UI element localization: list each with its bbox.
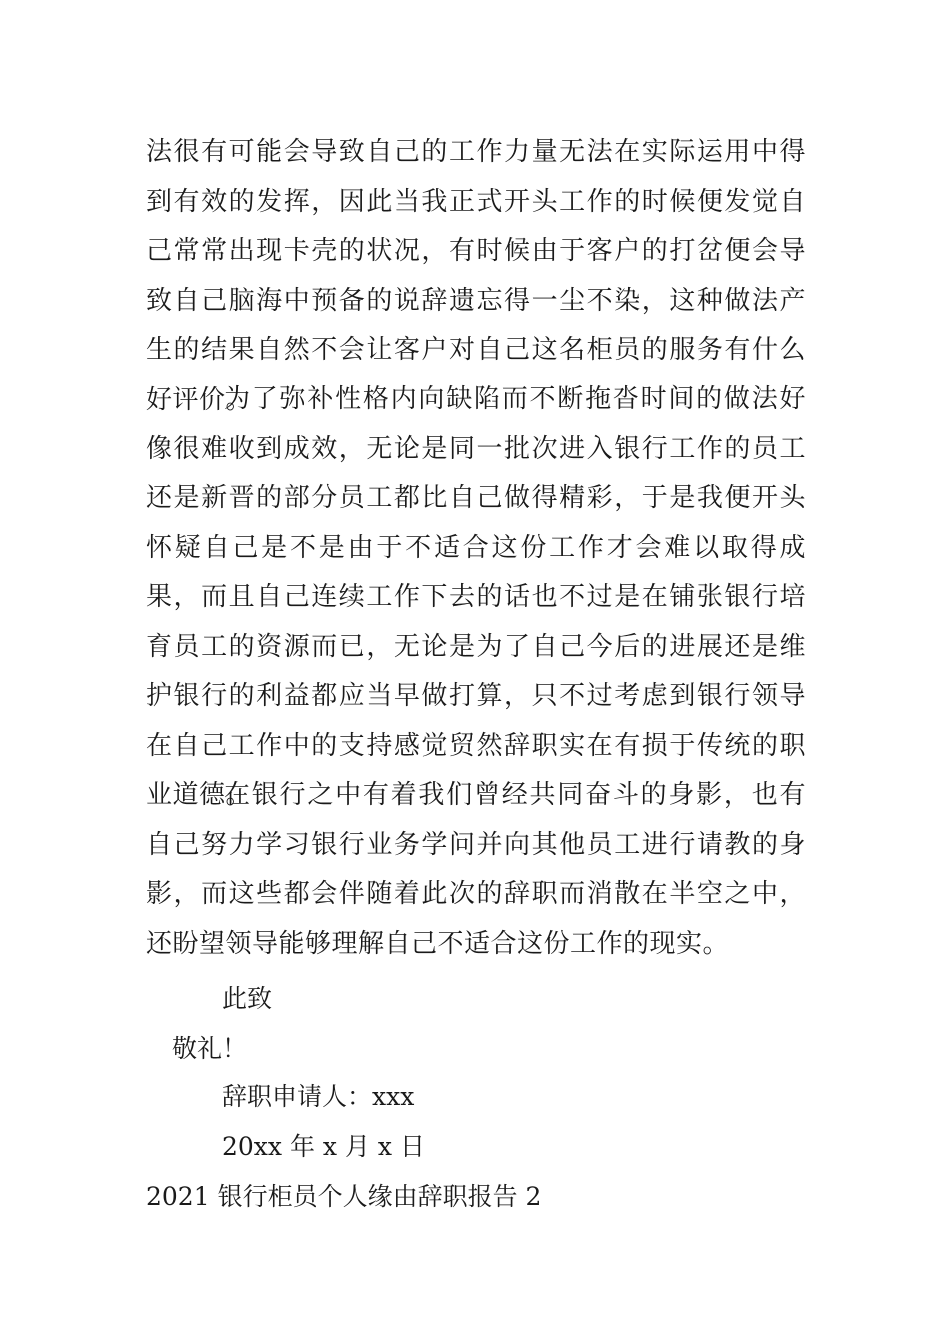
next-section-title: 2021 银行柜员个人缘由辞职报告 2 xyxy=(146,1182,542,1211)
body-paragraph-3: 在银行之中有着我们曾经共同奋斗的身影，也有自己努力学习银行业务学问并向其他员工进行请教的身影，而这些都会伴随着此次的辞职而消散在半空之中，还盼望领导能够理解自己不适合这份工作的现实。 xyxy=(146,780,806,959)
salutation: 敬礼！ xyxy=(172,1034,248,1063)
signer-line: 辞职申请人：xxx xyxy=(222,1082,415,1111)
body-paragraph-1: 法很有可能会导致自己的工作力量无法在实际运用中得到有效的发挥，因此当我正式开头工作的时候便发觉自己常常出现卡壳的状况，有时候由于客户的打岔便会导致自己脑海中预备的说辞遗忘得一尘不染，这种做法产生的结果自然不会让客户对自己这名柜员的服务有什么好评价。 xyxy=(146,137,806,415)
closing-phrase: 此致 xyxy=(222,984,273,1013)
body-paragraph-2: 为了弥补性格内向缺陷而不断拖沓时间的做法好像很难收到成效，无论是同一批次进入银行工作的员工还是新晋的部分员工都比自己做得精彩，于是我便开头怀疑自己是不是由于不适合这份工作才会难以取得成果，而且自己连续工作下去的话也不过是在铺张银行培育员工的资源而已，无论是为了自己今后的进展还是维护银行的利益都应当早做打算，只不过考虑到银行领导在自己工作中的支持感觉贸然辞职实在有损于传统的职业道德。 xyxy=(146,384,806,810)
date-line: 20xx 年 x 月 x 日 xyxy=(222,1132,425,1161)
